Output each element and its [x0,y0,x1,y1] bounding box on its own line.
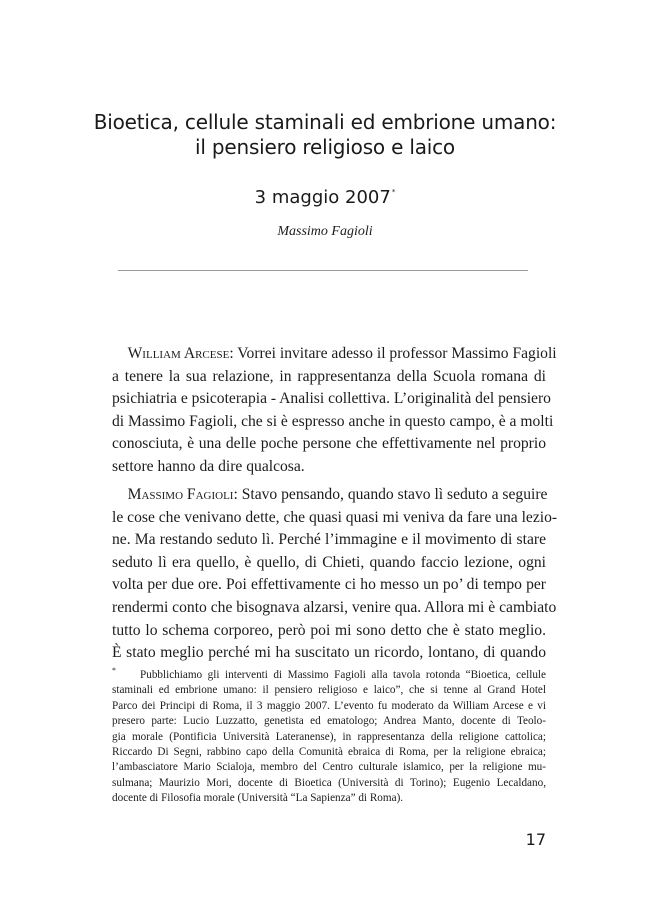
chapter-date [60,181,590,209]
paragraph-line: settore hanno da dire qualcosa. [112,457,305,475]
footnote-line: Parco dei Principi di Roma, il 3 maggio 2007. L’evento fu moderato da William Arcese e vi [112,699,546,712]
paragraph-arcese [112,343,557,479]
footnote-line: Riccardo Di Segni, rabbino capo della Comunità ebraica di Roma, per la religione ebraica; [112,746,546,759]
paragraph-line: È stato meglio perché mi ha suscitato un ricordo, lontano, di quando [112,644,546,662]
speaker-name: William Arcese: [127,345,234,362]
speaker-name: Massimo Fagioli: [127,486,238,503]
chapter-author: Massimo Fagioli [277,224,373,239]
paragraph-fagioli [112,484,558,665]
paragraph-line: rendermi conto che bisognava alzarsi, venire qua. Allora mi è cambiato [112,598,557,616]
footnote-marker: * [112,666,116,675]
paragraph-line: psichiatria e psicoterapia - Analisi collettiva. L’originalità del pensiero [112,390,551,408]
paragraph-line: seduto lì era quello, è quello, di Chieti, quando faccio lezione, ogni [112,553,546,571]
paragraph-line: tutto lo schema corporeo, però poi mi sono detto che è stato meglio. [112,621,546,639]
footnote-line: l’ambasciatore Mario Scialoja, membro del Centro culturale islamico, per la religione mu- [112,761,546,774]
footnote-line: staminali ed embrione umano: il pensiero religioso e laico”, che si tenne al Grand Hotel [112,684,546,697]
paragraph-line: ne. Ma restando seduto lì. Perché l’immagine e il movimento di stare [112,531,546,549]
paragraph-line: le cose che venivano dette, che quasi quasi mi veniva da fare una lezio- [112,508,558,526]
footnote-line: presero parte: Lucio Luzzatto, genetista ed ematologo; Andrea Manto, docente di Teolo- [112,715,546,728]
paragraph-line: di Massimo Fagioli, che si è espresso anche in questo campo, è a molti [112,412,554,430]
chapter-title [60,110,590,160]
footnote-line: gia morale (Pontificia Università Lateranense), in rappresentanza della religione cattolica; [112,730,546,743]
paragraph-line: Massimo Fagioli: Stavo pensando, quando stavo lì seduto a seguire [127,486,548,503]
date-text: 3 maggio 2007 [254,187,391,208]
paragraph-line: conosciuta, è una delle poche persone che effettivamente nel proprio [112,435,546,453]
paragraph-line: William Arcese: Vorrei invitare adesso il professor Massimo Fagioli [127,345,557,362]
paragraph-line: volta per due ore. Poi effettivamente ci ho messo un po’ di tempo per [112,576,546,594]
chapter-title-line-2: il pensiero religioso e laico [195,135,455,159]
footnote-line: sulmana; Maurizio Mori, docente di Bioetica (Università di Torino); Eugenio Lecaldano, [112,776,546,789]
title-divider [118,270,528,271]
footnote-line: docente di Filosofia morale (Università “La Sapienza” di Roma). [112,792,404,805]
paragraph-line: a tenere la sua relazione, in rappresentanza della Scuola romana di [112,367,546,385]
chapter-title-line-1: Bioetica, cellule staminali ed embrione umano: [93,110,557,134]
footnote [112,663,546,807]
date-footnote-marker: * [391,188,396,196]
footnote-line: * Pubblichiamo gli interventi di Massimo Fagioli alla tavola rotonda “Bioetica, cellule [112,663,546,683]
page-number: 17 [525,830,546,849]
